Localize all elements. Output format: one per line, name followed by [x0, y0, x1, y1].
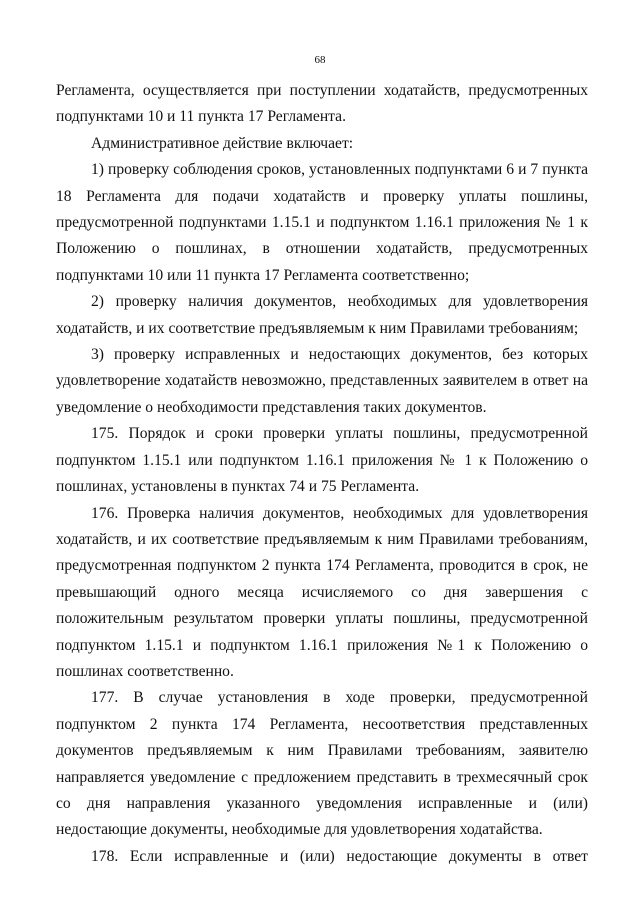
list-item-3: 3) проверку исправленных и недостающих документов, без которых удовлетворение ходатайств невозможно, представленных заявителем в ответ на уведомление о необходимости представления таких документов.	[56, 346, 588, 416]
clause-177: 177. В случае установления в ходе проверки, предусмотренной подпунктом 2 пункта 174 Регламента, несоответствия представленных документов предъявляемым к ним Правилами требованиям, заявителю направляется уведомление с предложением представить в трехмесячный срок со дня направления указанного уведомления исправленные и (или) недостающие документы, необходимые для удовлетворения ходатайства.	[56, 689, 588, 839]
clause-175: 175. Порядок и сроки проверки уплаты пошлины, предусмотренной подпунктом 1.15.1 или подпунктом 1.16.1 приложения № 1 к Положению о пошлинах, установлены в пунктах 74 и 75 Регламента.	[56, 425, 588, 496]
clause-176: 176. Проверка наличия документов, необходимых для удовлетворения ходатайств, и их соответствие предъявляемым к ним Правилами требованиям, предусмотренная подпунктом 2 пункта 174 Регламента, проводится в срок, не превышающий одного месяца исчисляемого со дня завершения с положительным результатом проверки уплаты пошлины, предусмотренной подпунктом 1.15.1 и подпунктом 1.16.1 приложения №1 к Положению о пошлинах соответственно.	[56, 504, 588, 680]
clause-178: 178. Если исправленные и (или) недостающие документы в ответ	[91, 847, 588, 865]
page-number: 68	[314, 54, 326, 66]
paragraph-intro: Административное действие включает:	[91, 134, 354, 152]
list-item-2: 2) проверку наличия документов, необходимых для удовлетворения ходатайств, и их соответствие предъявляемым к ним Правилами требованиям;	[56, 293, 588, 337]
paragraph-continuation: Регламента, осуществляется при поступлении ходатайств, предусмотренных подпунктами 10 и 11 пункта 17 Регламента.	[56, 82, 588, 126]
list-item-1: 1) проверку соблюдения сроков, установленных подпунктами 6 и 7 пункта 18 Регламента для подачи ходатайств и проверку уплаты пошлины, предусмотренной подпунктами 1.15.1 и подпунктом 1.16.1 приложения № 1 к Положению о пошлинах, в отношении ходатайств, предусмотренных подпунктами 10 или 11 пункта 17 Регламента соответственно;	[56, 161, 588, 284]
document-body	[56, 78, 588, 870]
